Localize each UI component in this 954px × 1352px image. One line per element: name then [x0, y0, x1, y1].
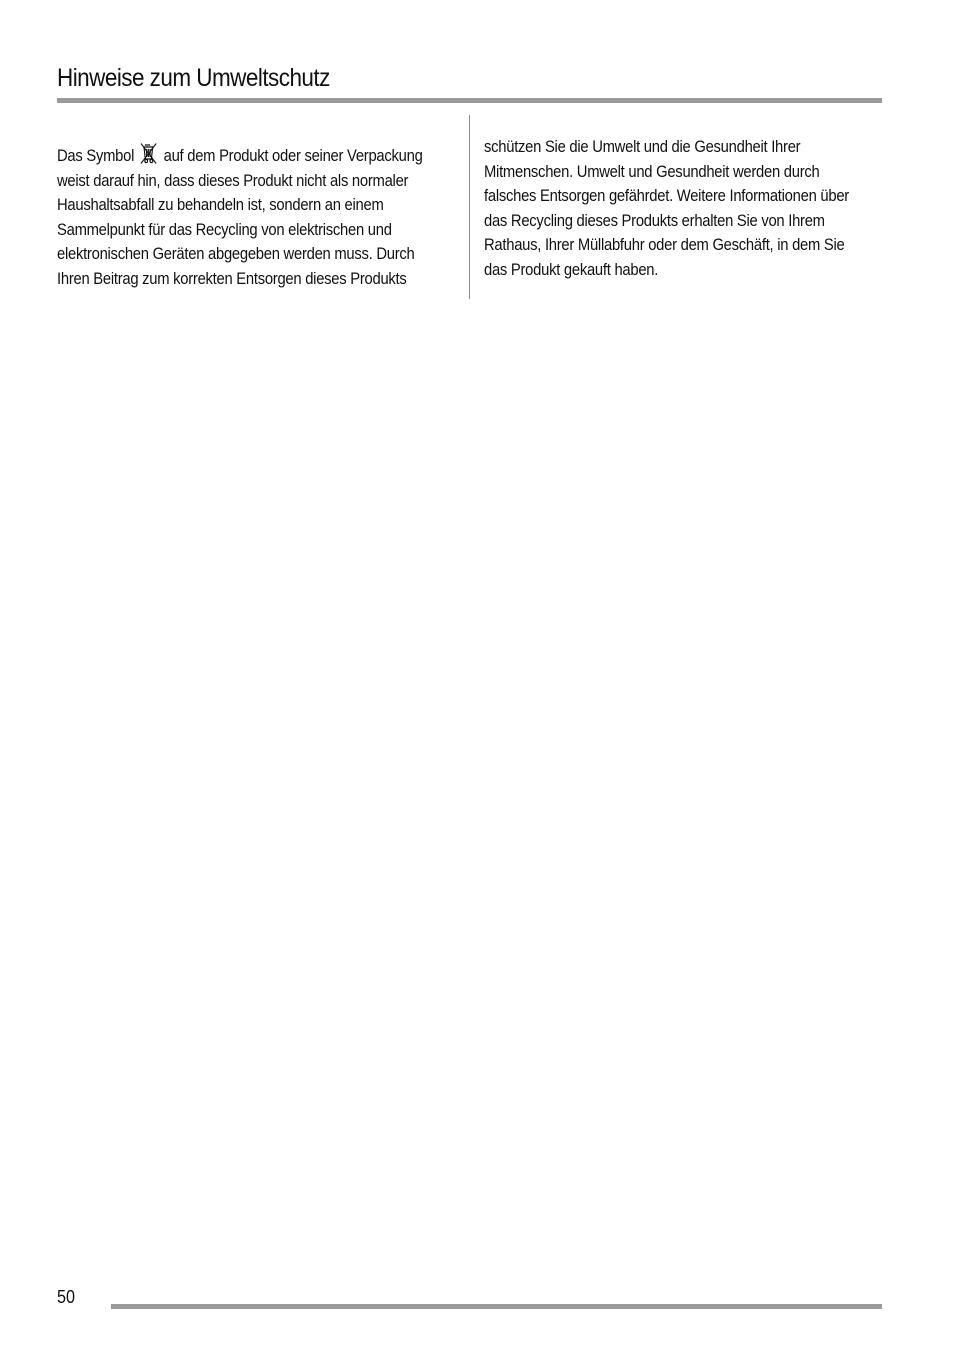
paragraph-line: Ihren Beitrag zum korrekten Entsorgen dieses Produkts	[57, 268, 407, 288]
paragraph-line: Rathaus, Ihrer Müllabfuhr oder dem Geschäft, in dem Sie	[484, 235, 845, 254]
title-underline-rule	[57, 98, 882, 103]
paragraph-line: schützen Sie die Umwelt und die Gesundheit Ihrer	[484, 137, 801, 156]
paragraph-line	[57, 142, 423, 169]
crossed-out-wheelie-bin-icon	[140, 142, 158, 166]
paragraph-line: das Produkt gekauft haben.	[484, 259, 659, 279]
column-divider	[469, 115, 470, 299]
left-text-column	[57, 142, 457, 291]
paragraph-line: Haushaltsabfall zu behandeln ist, sondern an einem	[57, 195, 384, 214]
paragraph-line: weist darauf hin, dass dieses Produkt nicht als normaler	[57, 170, 409, 190]
line-text-after-icon: auf dem Produkt oder seiner Verpackung	[163, 146, 423, 165]
footer-rule	[111, 1304, 882, 1309]
paragraph-line: das Recycling dieses Produkts erhalten Sie von Ihrem	[484, 210, 825, 230]
line-text-before-icon: Das Symbol	[57, 146, 135, 165]
section-title: Hinweise zum Umweltschutz	[57, 64, 330, 92]
paragraph-line: Sammelpunkt für das Recycling von elektrischen und	[57, 219, 392, 239]
paragraph-line: elektronischen Geräten abgegeben werden muss. Durch	[57, 244, 415, 263]
right-text-column	[484, 135, 884, 282]
paragraph-line: Mitmenschen. Umwelt und Gesundheit werden durch	[484, 161, 820, 181]
paragraph-line: falsches Entsorgen gefährdet. Weitere Informationen über	[484, 186, 849, 205]
page-number: 50	[57, 1287, 76, 1307]
